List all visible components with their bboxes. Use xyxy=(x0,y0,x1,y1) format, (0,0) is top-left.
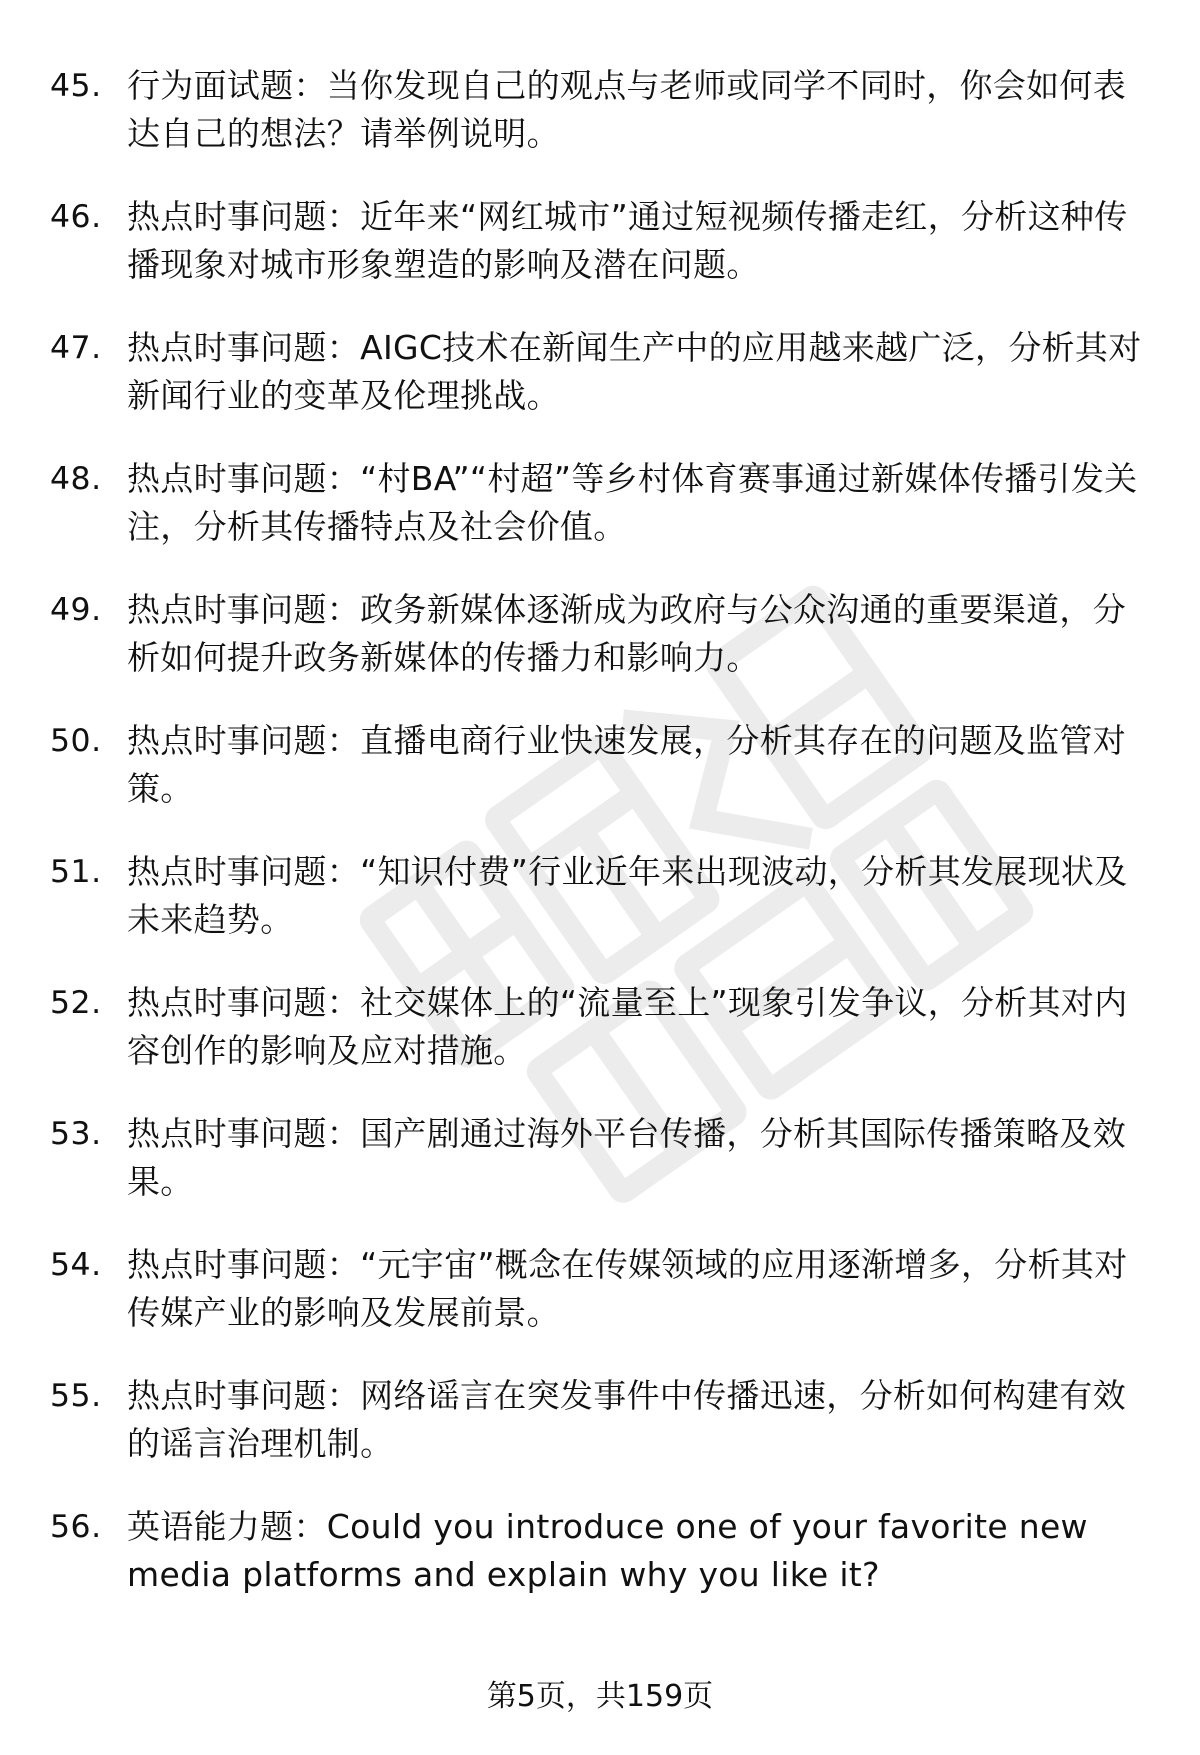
question-item xyxy=(50,1241,1155,1372)
question-item xyxy=(50,1110,1155,1241)
question-number: 51. xyxy=(50,854,102,890)
question-text: 英语能力题：Could you introduce one of your favorite new media platforms and explain why you like it? xyxy=(127,1507,1088,1594)
question-text: 行为面试题：当你发现自己的观点与老师或同学不同时，你会如何表达自己的想法？请举例说明。 xyxy=(127,66,1126,153)
question-number: 47. xyxy=(50,330,102,366)
question-number: 46. xyxy=(50,199,102,235)
question-number: 49. xyxy=(50,592,102,628)
question-number: 50. xyxy=(50,723,102,759)
question-item xyxy=(50,586,1155,717)
question-number: 55. xyxy=(50,1378,102,1414)
question-item xyxy=(50,1372,1155,1503)
question-text: 热点时事问题：“元宇宙”概念在传媒领域的应用逐渐增多，分析其对传媒产业的影响及发展前景。 xyxy=(127,1245,1128,1332)
question-item xyxy=(50,979,1155,1110)
question-text: 热点时事问题：国产剧通过海外平台传播，分析其国际传播策略及效果。 xyxy=(127,1114,1126,1201)
question-item xyxy=(50,62,1155,193)
question-number: 56. xyxy=(50,1509,102,1545)
question-text: 热点时事问题：网络谣言在突发事件中传播迅速，分析如何构建有效的谣言治理机制。 xyxy=(127,1376,1126,1463)
question-item xyxy=(50,1503,1155,1634)
page-indicator: 第5页，共159页 xyxy=(486,1679,714,1714)
question-item xyxy=(50,324,1155,455)
question-text: 热点时事问题：“村BA”“村超”等乡村体育赛事通过新媒体传播引发关注，分析其传播特点及社会价值。 xyxy=(127,459,1138,546)
question-list xyxy=(50,62,1155,1634)
question-number: 54. xyxy=(50,1247,102,1283)
question-text: 热点时事问题：社交媒体上的“流量至上”现象引发争议，分析其对内容创作的影响及应对措施。 xyxy=(127,983,1128,1070)
question-item xyxy=(50,717,1155,848)
question-text: 热点时事问题：“知识付费”行业近年来出现波动，分析其发展现状及未来趋势。 xyxy=(127,852,1128,939)
question-text: 热点时事问题：近年来“网红城市”通过短视频传播走红，分析这种传播现象对城市形象塑造的影响及潜在问题。 xyxy=(127,197,1128,284)
question-item xyxy=(50,193,1155,324)
question-text: 热点时事问题：AIGC技术在新闻生产中的应用越来越广泛，分析其对新闻行业的变革及伦理挑战。 xyxy=(127,328,1142,415)
question-number: 53. xyxy=(50,1116,102,1152)
question-text: 热点时事问题：直播电商行业快速发展，分析其存在的问题及监管对策。 xyxy=(127,721,1126,808)
question-text: 热点时事问题：政务新媒体逐渐成为政府与公众沟通的重要渠道，分析如何提升政务新媒体的传播力和影响力。 xyxy=(127,590,1126,677)
question-number: 52. xyxy=(50,985,102,1021)
question-number: 48. xyxy=(50,461,102,497)
question-item xyxy=(50,455,1155,586)
question-number: 45. xyxy=(50,68,102,104)
question-item xyxy=(50,848,1155,979)
